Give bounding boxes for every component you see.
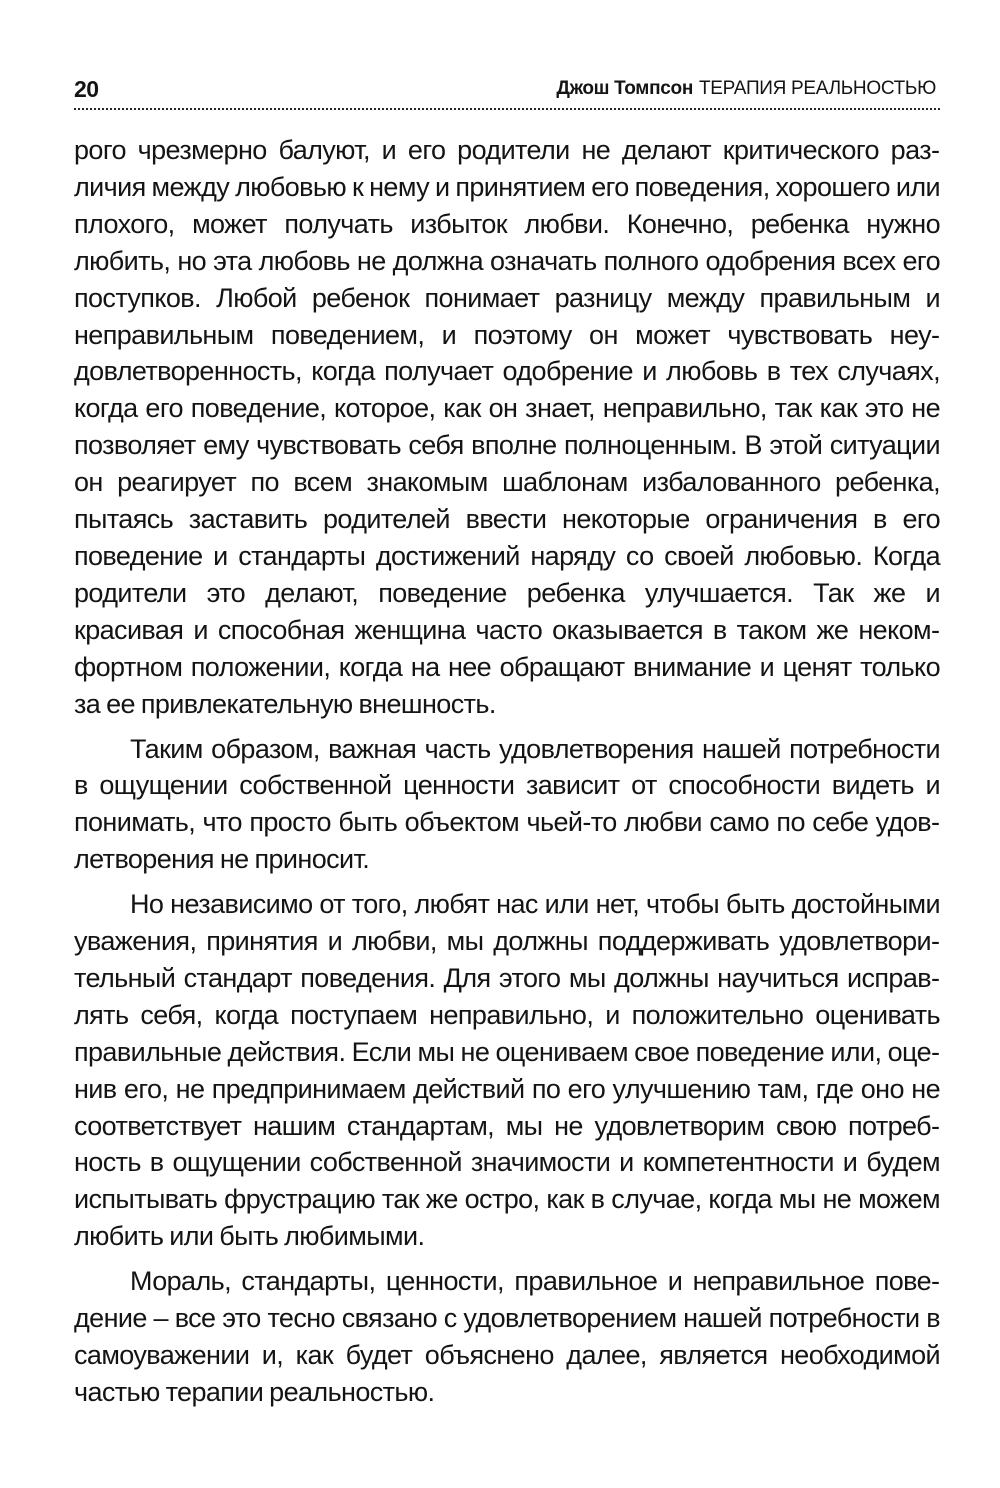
book-title: ТЕРАПИЯ РЕАЛЬНОСТЬЮ — [699, 78, 936, 99]
paragraph: Мораль, стандарты, ценности, правильное и неправильное поведение – все это тесно связано с удовлетворением нашей потребности в самоуважении и, как будет объяснено далее, является необходимой частью терапии реальностью. — [74, 1266, 940, 1407]
paragraph-continued: рого чрезмерно балуют, и его родители не делают критического различия между любовью к нему и принятием его поведения, хорошего или плохого, может получать избыток любви. Конечно, ребенка нужно любить, но эта любовь не должна означать полного одобрения всех его поступков. Любой ребенок понимает разницу между правильным и неправильным поведением, и поэтому он может чувствовать неудовлетворенность, когда получает одобрение и любовь в тех случаях, когда его поведение, которое, как он знает, неправильно, так как это не позволяет ему чувствовать себя вполне полноценным. В этой ситуации он реагирует по всем знакомым шаблонам избалованного ребенка, пытаясь заставить родителей ввести некоторые ограничения в его поведение и стандарты достижений наряду со своей любовью. Когда родители это делают, поведение ребенка улучшается. Так же и красивая и способная женщина часто оказывается в таком же некомфортном положении, когда на нее обращают внимание и ценят только за ее привлекательную внешность. — [74, 135, 940, 719]
author-name: Джош Томпсон — [556, 78, 693, 99]
running-title — [556, 78, 936, 100]
body-text — [74, 132, 940, 1411]
paragraph: Но независимо от того, любят нас или нет, чтобы быть достойными уважения, принятия и любви, мы должны поддерживать удовлетворительный стандарт поведения. Для этого мы должны научиться исправлять себя, когда поступаем неправильно, и положительно оценивать правильные действия. Если мы не оцениваем свое поведение или, оценив его, не предпринимаем действий по его улучшению там, где оно не соответствует нашим стандартам, мы не удовлетворим свою потребность в ощущении собственной значимости и компетентности и будем испытывать фрустрацию так же остро, как в случае, когда мы не можем любить или быть любимыми. — [74, 889, 940, 1252]
book-page — [74, 68, 940, 1419]
page-number: 20 — [74, 76, 99, 102]
paragraph: Таким образом, важная часть удовлетворения нашей потребности в ощущении собственной ценности зависит от способности видеть и понимать, что просто быть объектом чьей-то любви само по себе удовлетворения не приносит. — [74, 733, 940, 875]
running-header — [74, 68, 940, 110]
